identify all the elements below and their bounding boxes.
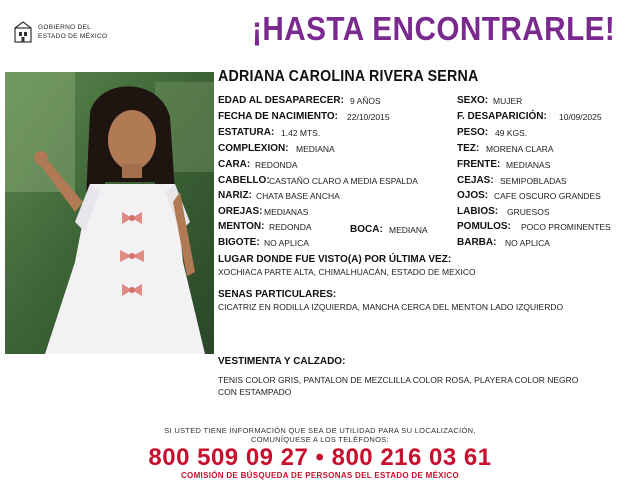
peso-label: PESO: [457,127,489,138]
complexion-label: COMPLEXION: [218,143,289,154]
last-seen-label: LUGAR DONDE FUE VISTO(A) POR ÚLTIMA VEZ: [218,254,452,265]
boca-value: MEDIANA [389,225,428,235]
footer-note-line2: COMUNÍQUESE A LOS TELÉFONOS: [251,435,389,444]
clothing-label: VESTIMENTA Y CALZADO: [218,356,346,367]
cejas-value: SEMIPOBLADAS [500,176,567,186]
sexo-label: SEXO: [457,95,489,106]
fdesap-label: F. DESAPARICIÓN: [457,111,547,122]
last-seen-value: XOCHIACA PARTE ALTA, CHIMALHUACÁN, ESTADO DE MEXICO [218,267,476,277]
peso-value: 49 KGS. [495,128,528,138]
barba-value: NO APLICA [505,238,550,248]
clothing-line1: TENIS COLOR GRIS, PANTALON DE MEZCLILLA COLOR ROSA, PLAYERA COLOR NEGRO [218,375,579,385]
cara-value: REDONDA [255,160,298,170]
complexion-value: MEDIANA [296,144,335,154]
barba-label: BARBA: [457,237,497,248]
cabello-label: CABELLO: [218,175,270,186]
tez-label: TEZ: [457,143,480,154]
cabello-value: CASTAÑO CLARO A MEDIA ESPALDA [269,176,418,186]
person-photo [5,72,214,354]
estatura-value: 1.42 MTS. [281,128,321,138]
marks-label: SENAS PARTICULARES: [218,289,337,300]
orejas-value: MEDIANAS [264,207,309,217]
bigote-label: BIGOTE: [218,237,260,248]
menton-value: REDONDA [269,222,312,232]
orejas-label: OREJAS: [218,206,263,217]
sexo-value: MUJER [493,96,523,106]
pomulos-value: POCO PROMINENTES [521,222,611,232]
person-name: ADRIANA CAROLINA RIVERA SERNA [218,68,479,85]
labios-label: LABIOS: [457,206,499,217]
logo-text-line2: ESTADO DE MÉXICO [38,33,108,40]
labios-value: GRUESOS [507,207,550,217]
cara-label: CARA: [218,159,251,170]
state-emblem-icon [12,20,34,46]
bigote-value: NO APLICA [264,238,309,248]
edad-value: 9 AÑOS [350,96,381,106]
nariz-value: CHATA BASE ANCHA [256,191,340,201]
ojos-value: CAFE OSCURO GRANDES [494,191,601,201]
nariz-label: NARIZ: [218,190,252,201]
menton-label: MENTON: [218,221,265,232]
estatura-label: ESTATURA: [218,127,275,138]
frente-label: FRENTE: [457,159,501,170]
frente-value: MEDIANAS [506,160,551,170]
fnac-value: 22/10/2015 [347,112,390,122]
headline: ¡HASTA ENCONTRARLE! [252,10,616,47]
government-logo [12,20,122,48]
boca-label: BOCA: [350,224,383,235]
logo-text-line1: GOBIERNO DEL [38,24,92,31]
pomulos-label: POMULOS: [457,221,511,232]
person-photo-image [5,72,214,354]
cejas-label: CEJAS: [457,175,494,186]
fdesap-value: 10/09/2025 [559,112,602,122]
tez-value: MORENA CLARA [486,144,554,154]
ojos-label: OJOS: [457,190,489,201]
marks-value: CICATRIZ EN RODILLA IZQUIERDA, MANCHA CERCA DEL MENTON LADO IZQUIERDO [218,302,564,312]
footer-note-line1: SI USTED TIENE INFORMACIÓN QUE SEA DE UTILIDAD PARA SU LOCALIZACIÓN, [164,426,476,435]
clothing-line2: CON ESTAMPADO [218,387,292,397]
commission-name: COMISIÓN DE BÚSQUEDA DE PERSONAS DEL ESTADO DE MÉXICO [180,471,459,480]
edad-label: EDAD AL DESAPARECER: [218,95,344,106]
fnac-label: FECHA DE NACIMIENTO: [218,111,338,122]
contact-phones[interactable]: 800 509 09 27 • 800 216 03 61 [148,444,492,471]
